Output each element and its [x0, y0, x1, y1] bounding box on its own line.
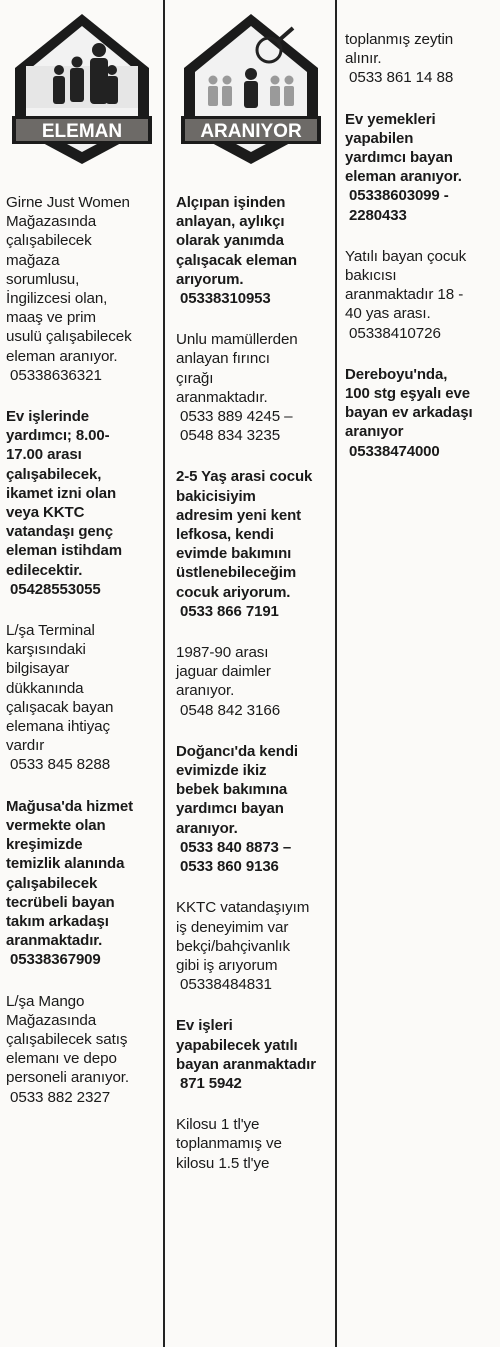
ad-text: toplanmış zeytin alınır. — [345, 31, 454, 68]
classified-ad — [6, 407, 162, 599]
ad-phone: 0533 882 2327 — [10, 1088, 111, 1106]
ad-phone: 871 5942 — [180, 1074, 242, 1092]
ad-phone: 05338474000 — [349, 442, 440, 460]
ad-text: Ev işlerinde yardımcı; 8.00- 17.00 arası çalışabilecek, ikamet izni olan veya KKTC vatandaşı genç eleman istihdam edilecektir. — [6, 408, 123, 579]
ad-text: Yatılı bayan çocuk bakıcısı aranmaktadır 18 - 40 yas arası. — [345, 247, 467, 323]
ad-phone: 0533 861 14 88 — [349, 69, 454, 87]
ad-text: L/şa Terminal karşısındaki bilgisayar dükkanında çalışacak bayan elemana ihtiyaç vardır — [6, 622, 114, 755]
column-divider — [163, 0, 165, 1347]
classified-ad — [176, 898, 334, 994]
ad-phone: 0533 866 7191 — [180, 602, 279, 620]
ad-phone: 05338410726 — [349, 324, 441, 342]
ad-text: KKTC vatandaşıyım iş deneyimim var bekçi/bahçivanlık gibi iş arıyorum — [176, 899, 310, 974]
classified-ad — [6, 193, 162, 385]
eleman-logo — [4, 6, 156, 176]
classified-ad — [345, 247, 495, 343]
ad-text: Mağusa'da hizmet vermekte olan kreşimizde temizlik alanında çalışabilecek tecrübeli bayan takım arkadaşı aranmaktadır. — [6, 797, 133, 950]
logo-word: ARANIYOR — [200, 121, 302, 142]
ad-text: Ev işleri yapabilecek yatılı bayan aranmaktadır — [176, 1017, 316, 1073]
ad-phone: 05338603099 - 2280433 — [349, 187, 449, 224]
classified-ad — [176, 1115, 334, 1173]
ad-phone: 0533 845 8288 — [10, 756, 111, 774]
ad-text: Ev yemekleri yapabilen yardımcı bayan eleman aranıyor. — [345, 110, 462, 186]
ad-phone: 05338367909 — [10, 951, 101, 969]
classified-ad — [345, 30, 495, 88]
ad-text: 1987-90 arası jaguar daimler aranıyor. — [176, 644, 271, 700]
ads-column-3 — [345, 30, 495, 483]
classified-ad — [6, 797, 162, 970]
ad-phone: 0548 842 3166 — [180, 701, 281, 719]
classified-ad — [345, 365, 495, 461]
ad-text: Unlu mamüllerden anlayan fırıncı çırağı aranmaktadır. — [176, 331, 298, 406]
classified-ad — [176, 1016, 334, 1093]
ad-phone: 05338484831 — [180, 976, 272, 994]
logo-word: ELEMAN — [41, 121, 123, 142]
ad-phone: 05428553055 — [10, 580, 101, 598]
ad-phone: 05338636321 — [10, 366, 102, 384]
ad-text: Girne Just Women Mağazasında çalışabilecek mağaza sorumlusu, İngilizcesi olan, maaş ve prim usulü çalışabilecek eleman aranıyor. — [6, 194, 132, 365]
classified-ad — [176, 643, 334, 720]
selected-person-icon — [173, 6, 329, 176]
classified-ad — [6, 621, 162, 775]
ad-text: Doğancı'da kendi evimizde ikiz bebek bakımına yardımcı bayan aranıyor. — [176, 742, 298, 837]
classified-ad — [176, 467, 334, 621]
ad-phone: 0533 840 8873 – 0533 860 9136 — [180, 838, 292, 876]
ad-text: L/şa Mango Mağazasında çalışabilecek satış elemanı ve depo personeli aranıyor. — [6, 992, 130, 1087]
classified-ad — [176, 193, 334, 308]
classified-ad — [345, 110, 495, 225]
classified-ad — [176, 330, 334, 445]
classified-ad — [176, 742, 334, 876]
ads-column-1 — [6, 193, 162, 1129]
araniyor-logo — [173, 6, 325, 176]
ad-phone: 0533 889 4245 – 0548 834 3235 — [180, 408, 293, 445]
ad-text: 2-5 Yaş arasi cocuk bakicisiyim adresim yeni kent lefkosa, kendi evimde bakımını üstlenebileceğim cocuk ariyorum. — [176, 468, 313, 601]
ad-text: Kilosu 1 tl'ye toplanmamış ve kilosu 1.5 tl'ye — [176, 1116, 282, 1172]
ad-text: Alçıpan işinden anlayan, aylıkçı olarak yanımda çalışacak eleman arıyorum. — [176, 194, 297, 288]
ad-phone: 05338310953 — [180, 290, 271, 308]
column-divider — [335, 0, 337, 1347]
ads-column-2 — [176, 193, 334, 1195]
people-silhouettes-icon — [4, 6, 160, 176]
classified-ad — [6, 992, 162, 1107]
ad-text: Dereboyu'nda, 100 stg eşyalı eve bayan ev arkadaşı aranıyor — [345, 365, 473, 441]
